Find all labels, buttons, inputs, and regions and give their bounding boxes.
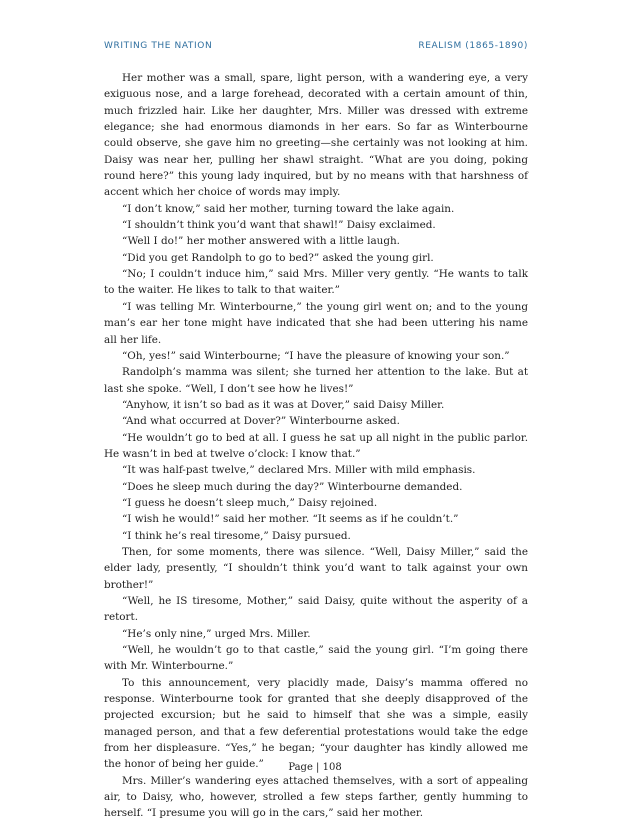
paragraph: “I was telling Mr. Winterbourne,” the young girl went on; and to the young man’s ear her tone might have indicated that she had been uttering his name all her life. <box>104 300 528 346</box>
paragraph: “Oh, yes!” said Winterbourne; “I have the pleasure of knowing your son.” <box>122 349 510 362</box>
header-section-title: WRITING THE NATION <box>104 41 213 51</box>
paragraph: To this announcement, very placidly made, Daisy’s mamma offered no response. Winterbourne took for granted that she deeply disapproved of the projected excursion; but he said to himself that she was a simple, easily managed person, and that a few deferential protestations would take the edge from her displeasure. “Yes,” he began; “your daughter has kindly allowed me the honor of being her guide.” <box>104 676 528 771</box>
paragraph: Mrs. Miller’s wandering eyes attached themselves, with a sort of appealing air, to Daisy, who, however, strolled a few steps farther, gently humming to herself. “I presume you will go in the cars,” said her mother. <box>104 774 528 820</box>
paragraph: “I guess he doesn’t sleep much,” Daisy rejoined. <box>122 496 378 509</box>
paragraph: “I wish he would!” said her mother. “It seems as if he couldn’t.” <box>122 513 459 526</box>
paragraph: “I think he’s real tiresome,” Daisy pursued. <box>122 529 351 542</box>
paragraph: “Does he sleep much during the day?” Winterbourne demanded. <box>122 480 463 493</box>
body-text <box>104 70 528 822</box>
header-period-title: REALISM (1865-1890) <box>418 41 528 51</box>
paragraph: “He’s only nine,” urged Mrs. Miller. <box>122 627 311 640</box>
paragraph: Then, for some moments, there was silence. “Well, Daisy Miller,” said the elder lady, presently, “I shouldn’t think you’d want to talk against your own brother!” <box>104 545 528 591</box>
paragraph: “Well I do!” her mother answered with a little laugh. <box>122 235 400 248</box>
paragraph: “Did you get Randolph to go to bed?” asked the young girl. <box>122 251 434 264</box>
paragraph: “I shouldn’t think you’d want that shawl!” Daisy exclaimed. <box>122 219 436 232</box>
paragraph: “It was half-past twelve,” declared Mrs. Miller with mild emphasis. <box>122 464 476 477</box>
paragraph: “Well, he wouldn’t go to that castle,” said the young girl. “I’m going there with Mr. Winterbourne.” <box>104 644 528 673</box>
paragraph: “Anyhow, it isn’t so bad as it was at Dover,” said Daisy Miller. <box>122 398 445 411</box>
paragraph: Her mother was a small, spare, light person, with a wandering eye, a very exiguous nose, and a large forehead, decorated with a certain amount of thin, much frizzled hair. Like her daughter, Mrs. Miller was dressed with extreme elegance; she had enormous diamonds in her ears. So far as Winterbourne could observe, she gave him no greeting—she certainly was not looking at him. Daisy was near her, pulling her shawl straight. “What are you doing, poking round here?” this young lady inquired, but by no means with that harshness of accent which her choice of words may imply. <box>104 72 528 199</box>
paragraph: “No; I couldn’t induce him,” said Mrs. Miller very gently. “He wants to talk to the waiter. He likes to talk to that waiter.” <box>104 268 528 297</box>
paragraph: “He wouldn’t go to bed at all. I guess he sat up all night in the public parlor. He wasn’t in bed at twelve o’clock: I know that.” <box>104 431 528 460</box>
paragraph: Randolph’s mamma was silent; she turned her attention to the lake. But at last she spoke. “Well, I don’t see how he lives!” <box>104 366 528 395</box>
paragraph: “I don’t know,” said her mother, turning toward the lake again. <box>122 202 455 215</box>
paragraph: “And what occurred at Dover?” Winterbourne asked. <box>122 415 400 428</box>
running-header <box>104 41 528 55</box>
page-number: Page | 108 <box>288 762 342 773</box>
paragraph: “Well, he IS tiresome, Mother,” said Daisy, quite without the asperity of a retort. <box>104 595 528 624</box>
